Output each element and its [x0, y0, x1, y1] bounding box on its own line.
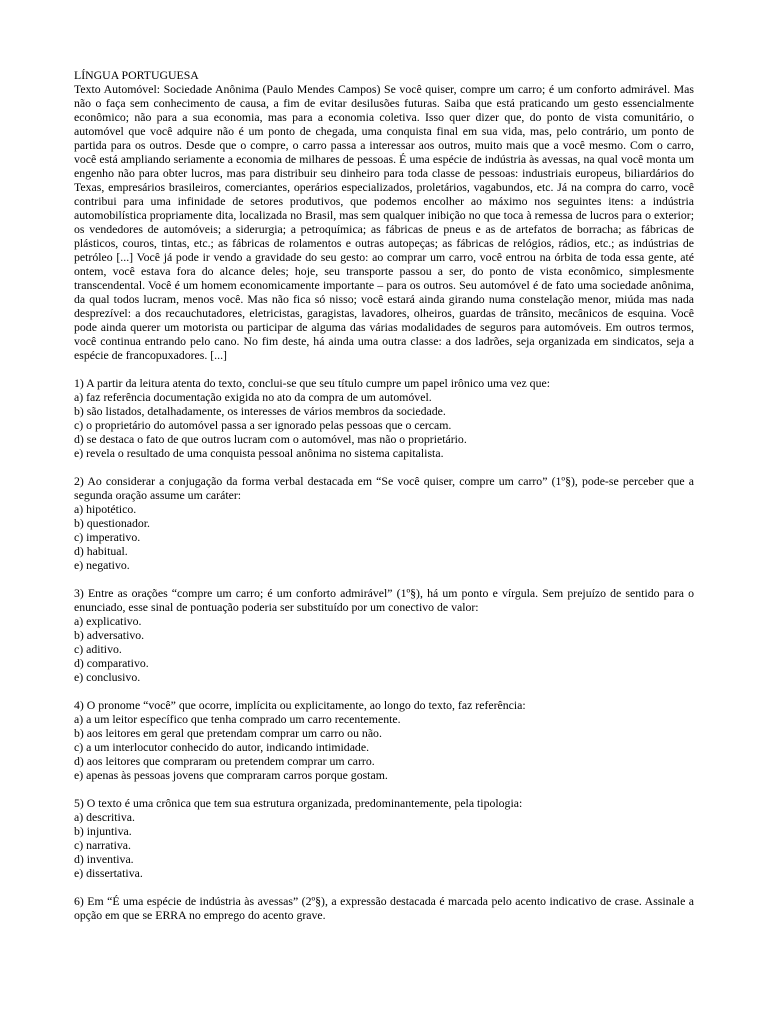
answer-option: c) imperativo. — [74, 530, 141, 544]
reading-passage: Texto Automóvel: Sociedade Anônima (Paulo Mendes Campos) Se você quiser, compre um carro; é um conforto admirável. Mas não o faça sem conhecimento de causa, a fim de evitar desilusões futuras. Saiba que está praticando um gesto essencialmente econômico; não para a sua economia, mas para a economia coletiva. Isso quer dizer que, do ponto de vista comunitário, o automóvel que você adquire não é um ponto de chegada, uma conquista final em sua vida, mas, pelo contrário, um ponto de partida para os outros. Desde que o compre, o carro passa a interessar aos outros, muito mais que a você mesmo. Com o carro, você está ampliando seriamente a economia de milhares de pessoas. É uma espécie de indústria às avessas, na qual você monta um engenho não para obter lucros, mas para distribuir seu dinheiro para toda classe de pessoas: industriais europeus, biliardários do Texas, empresários brasileiros, comerciantes, operários especializados, proletários, vagabundos, etc. Já na compra do carro, você contribui para uma infinidade de setores produtivos, que podemos encolher ao máximo nos seguintes itens: a indústria automobilística propriamente dita, localizada no Brasil, mas sem qualquer inibição no que toca à remessa de lucros para o exterior; os vendedores de automóveis; a siderurgia; a petroquímica; as fábricas de pneus e as de artefatos de borracha; as fábricas de plásticos, couros, tintas, etc.; as fábricas de rolamentos e outras autopeças; as fábricas de relógios, rádios, etc.; as indústrias de petróleo [...] Você já pode ir vendo a gravidade do seu gesto: ao comprar um carro, você entrou na órbita de toda essa gente, até ontem, você estava fora do alcance deles; hoje, seu transporte passou a ser, do ponto de vista econômico, simplesmente transcendental. Você é um homem economicamente importante – para os outros. Seu automóvel é de fato uma sociedade anônima, da qual todos lucram, menos você. Mas não fica só nisso; você estará ainda girando numa constelação menor, miúda mas nada desprezível: a dos recauchutadores, eletricistas, garagistas, lavadores, olheiros, guardas de trânsito, mecânicos de esquina. Você pode ainda querer um motorista ou participar de alguma das várias modalidades de seguros para automóveis. Em outros termos, você continua entrando pelo cano. No fim deste, há ainda uma outra classe: a dos ladrões, seja organizada em sindicatos, seja a espécie de francopuxadores. [...] — [74, 82, 694, 362]
answer-option: d) habitual. — [74, 544, 128, 558]
answer-option: b) aos leitores em geral que pretendam comprar um carro ou não. — [74, 726, 382, 740]
answer-option: e) dissertativa. — [74, 866, 143, 880]
answer-option: d) se destaca o fato de que outros lucram com o automóvel, mas não o proprietário. — [74, 432, 467, 446]
answer-option: c) narrativa. — [74, 838, 131, 852]
question-stem: 5) O texto é uma crônica que tem sua estrutura organizada, predominantemente, pela tipologia: — [74, 796, 523, 810]
question-2 — [74, 474, 694, 572]
question-4 — [74, 698, 694, 782]
answer-option: a) descritiva. — [74, 810, 135, 824]
answer-option: d) aos leitores que compraram ou pretendem comprar um carro. — [74, 754, 375, 768]
question-1 — [74, 376, 694, 460]
question-5 — [74, 796, 694, 880]
answer-option: c) a um interlocutor conhecido do autor, indicando intimidade. — [74, 740, 370, 754]
subject-heading: LÍNGUA PORTUGUESA — [74, 68, 199, 82]
answer-option: d) comparativo. — [74, 656, 149, 670]
answer-option: e) negativo. — [74, 558, 130, 572]
question-list — [74, 376, 694, 922]
answer-option: c) aditivo. — [74, 642, 122, 656]
answer-option: d) inventiva. — [74, 852, 134, 866]
question-stem: 6) Em “É uma espécie de indústria às avessas” (2º§), a expressão destacada é marcada pelo acento indicativo de crase. Assinale a opção em que se ERRA no emprego do acento grave. — [74, 894, 694, 922]
answer-option: b) questionador. — [74, 516, 151, 530]
document-body — [74, 68, 694, 922]
question-stem: 1) A partir da leitura atenta do texto, conclui-se que seu título cumpre um papel irônico uma vez que: — [74, 376, 550, 390]
answer-option: a) a um leitor específico que tenha comprado um carro recentemente. — [74, 712, 401, 726]
answer-option: e) conclusivo. — [74, 670, 141, 684]
answer-option: e) apenas às pessoas jovens que compraram carros porque gostam. — [74, 768, 388, 782]
answer-option: a) explicativo. — [74, 614, 142, 628]
answer-option: b) adversativo. — [74, 628, 145, 642]
answer-option: c) o proprietário do automóvel passa a ser ignorado pelas pessoas que o cercam. — [74, 418, 452, 432]
question-stem: 2) Ao considerar a conjugação da forma verbal destacada em “Se você quiser, compre um carro” (1º§), pode-se perceber que a segunda oração assume um caráter: — [74, 474, 694, 502]
answer-option: a) hipotético. — [74, 502, 137, 516]
question-6 — [74, 894, 694, 922]
question-3 — [74, 586, 694, 684]
answer-option: b) injuntiva. — [74, 824, 132, 838]
answer-option: a) faz referência documentação exigida no ato da compra de um automóvel. — [74, 390, 432, 404]
answer-option: e) revela o resultado de uma conquista pessoal anônima no sistema capitalista. — [74, 446, 444, 460]
question-stem: 3) Entre as orações “compre um carro; é um conforto admirável” (1º§), há um ponto e vírgula. Sem prejuízo de sentido para o enunciado, esse sinal de pontuação poderia ser substituído por um conectivo de valor: — [74, 586, 694, 614]
answer-option: b) são listados, detalhadamente, os interesses de vários membros da sociedade. — [74, 404, 446, 418]
question-stem: 4) O pronome “você” que ocorre, implícita ou explicitamente, ao longo do texto, faz referência: — [74, 698, 526, 712]
